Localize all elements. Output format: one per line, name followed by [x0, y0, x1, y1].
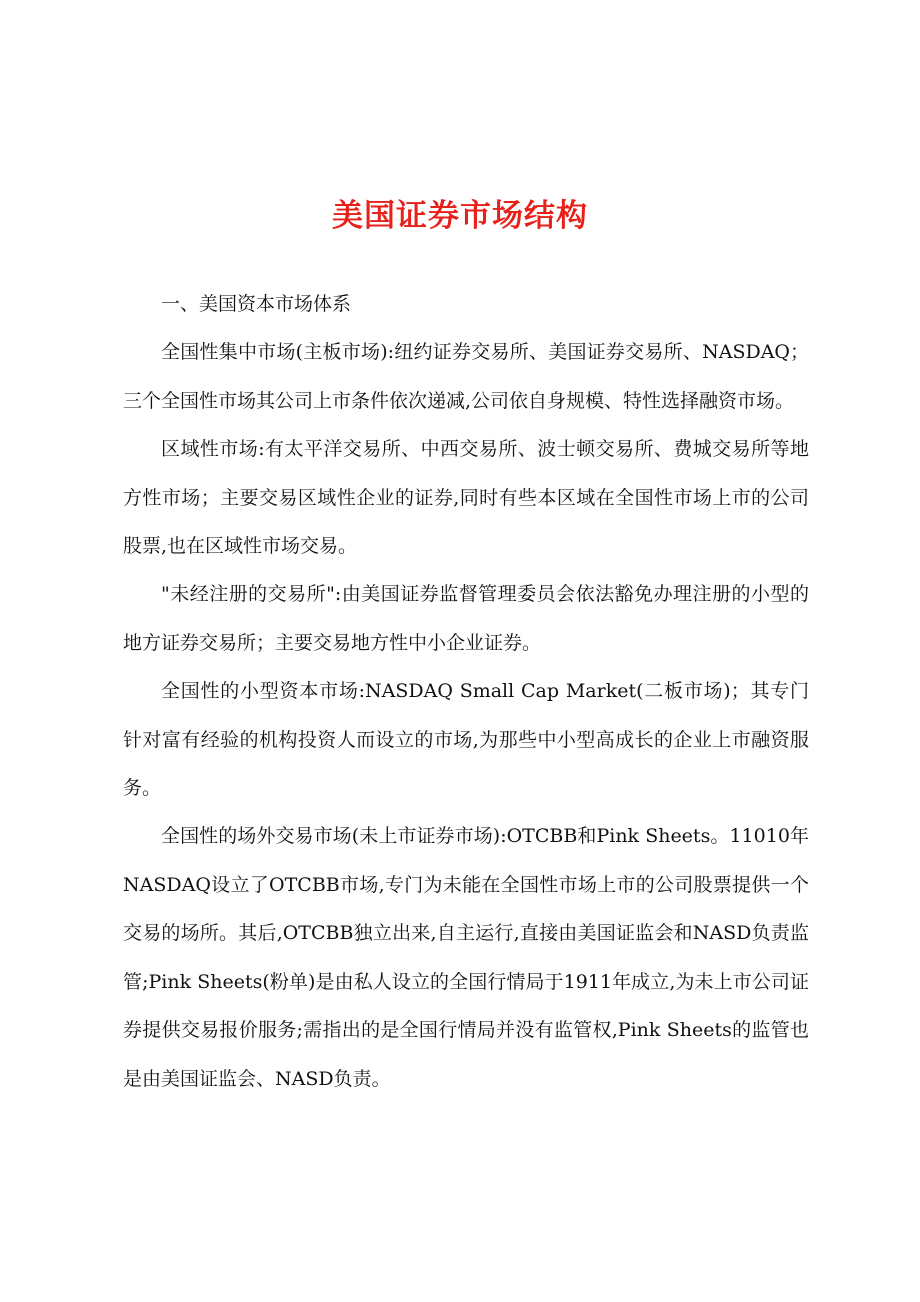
paragraph-unregistered-exchanges: "未经注册的交易所":由美国证券监督管理委员会依法豁免办理注册的小型的地方证券交易所；主要交易地方性中小企业证券。	[123, 583, 809, 654]
document-body	[123, 280, 809, 1103]
document-title: 美国证券市场结构	[332, 198, 588, 234]
paragraph-national-main-board: 全国性集中市场(主板市场):纽约证券交易所、美国证券交易所、NASDAQ；三个全国性市场其公司上市条件依次递减,公司依自身规模、特性选择融资市场。	[123, 341, 809, 412]
paragraph-regional-market: 区域性市场:有太平洋交易所、中西交易所、波士顿交易所、费城交易所等地方性市场；主要交易区域性企业的证券,同时有些本区域在全国性市场上市的公司股票,也在区域性市场交易。	[123, 438, 809, 558]
paragraph-otc-market: 全国性的场外交易市场(未上市证券市场):OTCBB和Pink Sheets。11010年NASDAQ设立了OTCBB市场,专门为未能在全国性市场上市的公司股票提供一个交易的场所。其后,OTCBB独立出来,自主运行,直接由美国证监会和NASD负责监管;Pink Sheets(粉单)是由私人设立的全国行情局于1911年成立,为未上市公司证券提供交易报价服务;需指出的是全国行情局并没有监管权,Pink Sheets的监管也是由美国证监会、NASD负责。	[123, 825, 809, 1090]
paragraph-small-cap-market: 全国性的小型资本市场:NASDAQ Small Cap Market(二板市场)；其专门针对富有经验的机构投资人而设立的市场,为那些中小型高成长的企业上市融资服务。	[123, 680, 809, 800]
section-heading-capital-market-system: 一、美国资本市场体系	[161, 293, 352, 315]
